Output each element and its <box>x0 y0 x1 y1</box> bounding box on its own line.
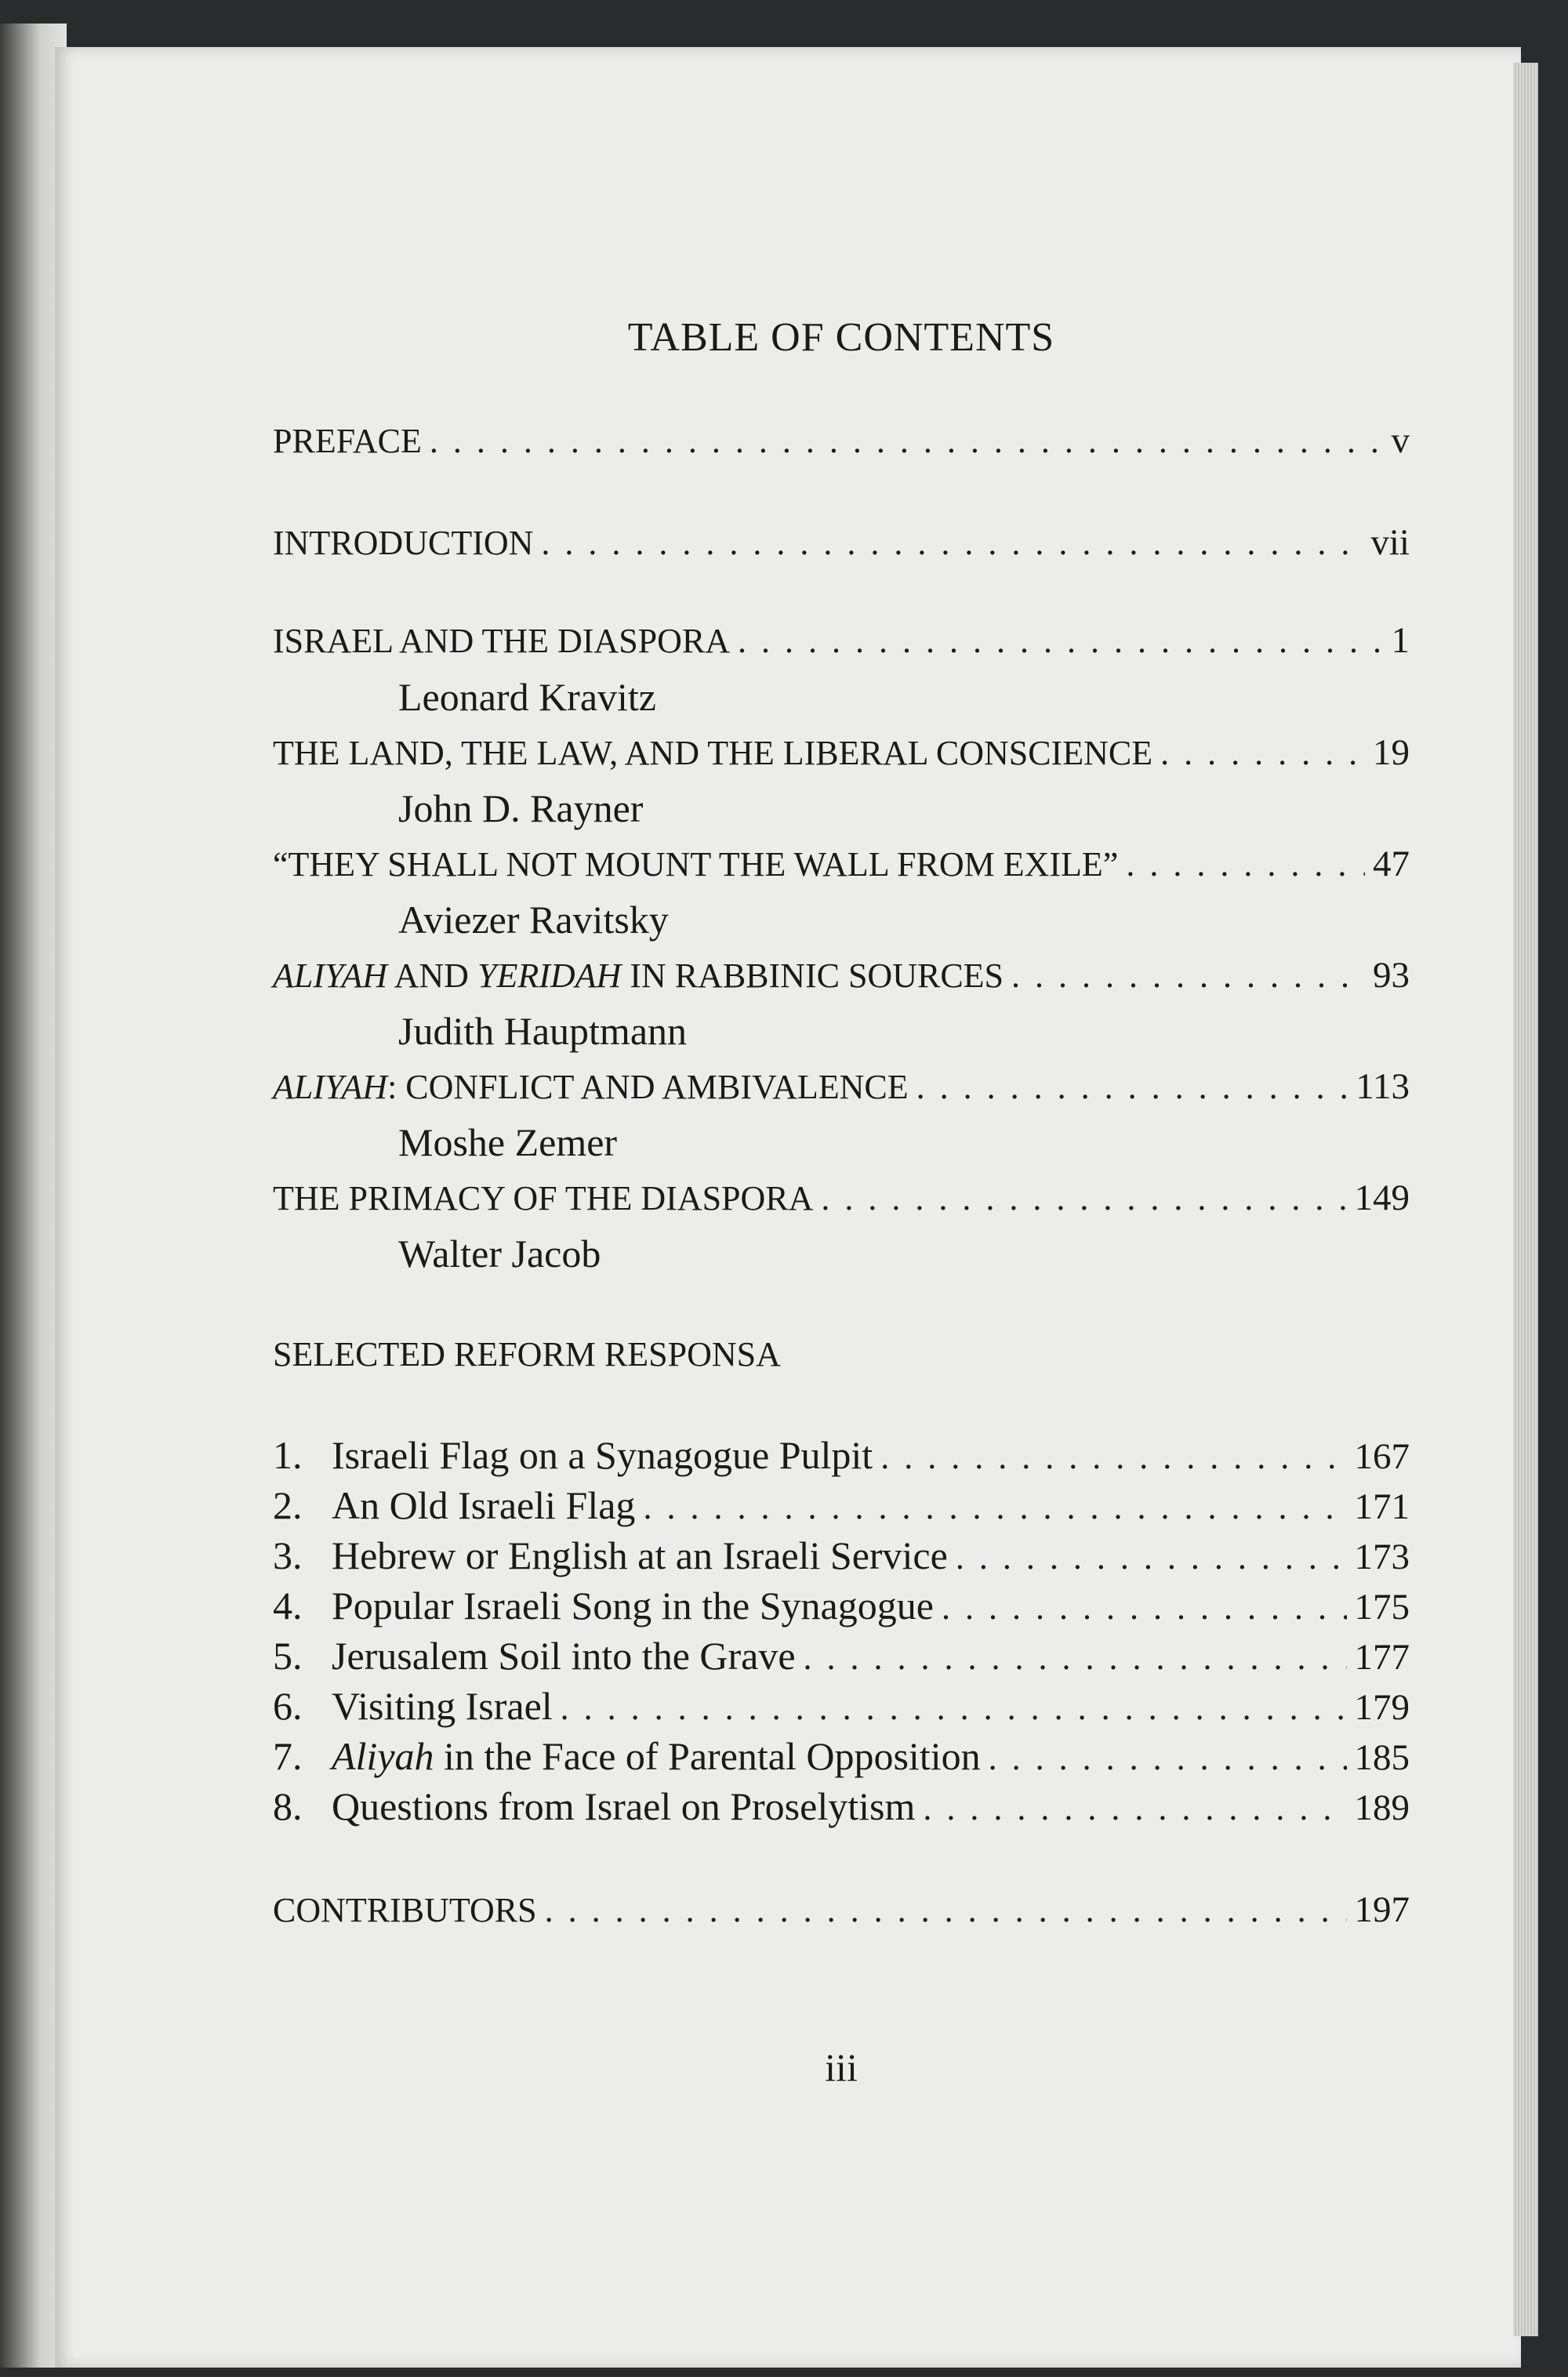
dot-leader <box>1160 728 1365 778</box>
responsum-number: 1. <box>273 1433 303 1477</box>
responsum-number: 6. <box>273 1684 303 1728</box>
toc-entry-page: 167 <box>1354 1436 1410 1477</box>
page-title: TABLE OF CONTENTS <box>627 315 1055 360</box>
toc-entry-label: ISRAEL AND THE DIASPORA <box>273 622 731 660</box>
toc-entry-page: 179 <box>1354 1687 1410 1728</box>
toc-entry-page: 189 <box>1354 1787 1410 1828</box>
toc-entry-responsum-4 <box>273 1580 1410 1631</box>
toc-entry-page: 197 <box>1354 1889 1410 1930</box>
toc-entry-introduction <box>273 517 1410 568</box>
toc-entry-label: Questions from Israel on Proselytism <box>332 1784 916 1828</box>
dot-leader <box>821 1174 1346 1224</box>
toc-entry-page: 149 <box>1354 1178 1410 1218</box>
toc-entry-label: INTRODUCTION <box>273 524 534 562</box>
dot-leader <box>923 1784 1346 1834</box>
toc-entry-label <box>273 951 1004 1001</box>
italic-term: ALIYAH <box>273 1068 388 1106</box>
toc-entry-label: CONTRIBUTORS <box>273 1891 537 1929</box>
toc-entry-label: PREFACE <box>273 422 422 460</box>
responsum-number: 7. <box>273 1734 303 1778</box>
responsum-number: 4. <box>273 1584 303 1628</box>
toc-entry-label: THE LAND, THE LAW, AND THE LIBERAL CONSCIENCE <box>273 734 1153 772</box>
toc-entry-author: Walter Jacob <box>398 1232 601 1276</box>
toc-entry-essay-3 <box>273 839 1410 889</box>
label-part: IN RABBINIC SOURCES <box>621 956 1004 995</box>
toc-entry-contributors <box>273 1885 1410 1935</box>
section-heading-responsa: SELECTED REFORM RESPONSA <box>273 1335 781 1374</box>
toc-entry-essay-4 <box>273 950 1410 1000</box>
toc-entry-responsum-6 <box>273 1681 1410 1731</box>
label-part: : CONFLICT AND AMBIVALENCE <box>387 1068 909 1106</box>
toc-entry-page: 47 <box>1373 844 1410 884</box>
dot-leader <box>942 1583 1347 1633</box>
toc-entry-page: vii <box>1370 522 1410 563</box>
dot-leader <box>956 1533 1347 1583</box>
dot-leader <box>430 416 1384 466</box>
toc-entry-author: John D. Rayner <box>398 786 644 830</box>
toc-entry-label: Hebrew or English at an Israeli Service <box>332 1533 948 1577</box>
page-edge <box>1513 63 1538 2336</box>
toc-entry-page: 177 <box>1354 1637 1410 1678</box>
toc-entry-page: 185 <box>1354 1737 1410 1778</box>
dot-leader <box>545 1885 1347 1936</box>
toc-entry-page: v <box>1391 420 1410 461</box>
toc-entry-label: Visiting Israel <box>332 1684 553 1728</box>
toc-entry-label: Israeli Flag on a Synagogue Pulpit <box>332 1433 873 1477</box>
label-part: in the Face of Parental Opposition <box>434 1734 981 1778</box>
toc-entry-page: 93 <box>1373 955 1410 996</box>
toc-entry-responsum-2 <box>273 1480 1410 1530</box>
toc-entry-essay-2 <box>273 728 1410 778</box>
responsum-number: 3. <box>273 1533 303 1577</box>
toc-entry-responsum-5 <box>273 1631 1410 1681</box>
dot-leader <box>643 1482 1346 1533</box>
toc-entry-label: “THEY SHALL NOT MOUNT THE WALL FROM EXILE” <box>273 845 1119 884</box>
toc-entry-page: 1 <box>1391 620 1410 661</box>
toc-entry-label: Jerusalem Soil into the Grave <box>332 1634 796 1678</box>
dot-leader <box>1011 951 1365 1001</box>
dot-leader <box>989 1733 1347 1784</box>
page-number: iii <box>825 2045 858 2089</box>
toc-entry-essay-1 <box>273 615 1410 666</box>
responsum-number: 2. <box>273 1483 303 1527</box>
toc-entry-label: THE PRIMACY OF THE DIASPORA <box>273 1179 814 1218</box>
label-part: AND <box>387 956 477 995</box>
toc-entry-page: 19 <box>1373 732 1410 773</box>
toc-entry-author: Aviezer Ravitsky <box>398 898 669 942</box>
toc-entry-responsum-7 <box>273 1731 1410 1781</box>
toc-entry-responsum-3 <box>273 1530 1410 1580</box>
toc-entry-page: 171 <box>1354 1486 1410 1527</box>
toc-entry-label: Popular Israeli Song in the Synagogue <box>332 1584 934 1628</box>
toc-entry-author: Leonard Kravitz <box>398 675 657 719</box>
toc-entry-page: 173 <box>1354 1537 1410 1577</box>
dot-leader <box>880 1432 1346 1482</box>
dot-leader <box>541 518 1363 568</box>
toc-entry-author: Moshe Zemer <box>398 1120 618 1164</box>
dot-leader <box>804 1633 1347 1683</box>
toc-entry-label <box>332 1731 981 1781</box>
toc-entry-page: 113 <box>1356 1066 1410 1107</box>
responsum-number: 8. <box>273 1784 303 1828</box>
toc-entry-essay-5 <box>273 1061 1410 1112</box>
dot-leader <box>738 616 1383 666</box>
italic-term: ALIYAH <box>273 956 388 995</box>
toc-entry-author: Judith Hauptmann <box>398 1009 688 1053</box>
dot-leader <box>561 1683 1347 1733</box>
dot-leader <box>916 1062 1348 1112</box>
toc-entry-preface <box>273 416 1410 466</box>
italic-term: YERIDAH <box>477 956 622 995</box>
responsum-number: 5. <box>273 1634 303 1678</box>
toc-entry-responsum-8 <box>273 1781 1410 1831</box>
toc-entry-essay-6 <box>273 1173 1410 1223</box>
book-page <box>55 47 1521 2368</box>
toc-entry-label: An Old Israeli Flag <box>332 1483 636 1527</box>
toc-entry-responsum-1 <box>273 1430 1410 1480</box>
toc-entry-page: 175 <box>1354 1587 1410 1628</box>
toc-entry-label <box>273 1062 909 1112</box>
dot-leader <box>1126 840 1365 890</box>
italic-term: Aliyah <box>332 1734 434 1778</box>
